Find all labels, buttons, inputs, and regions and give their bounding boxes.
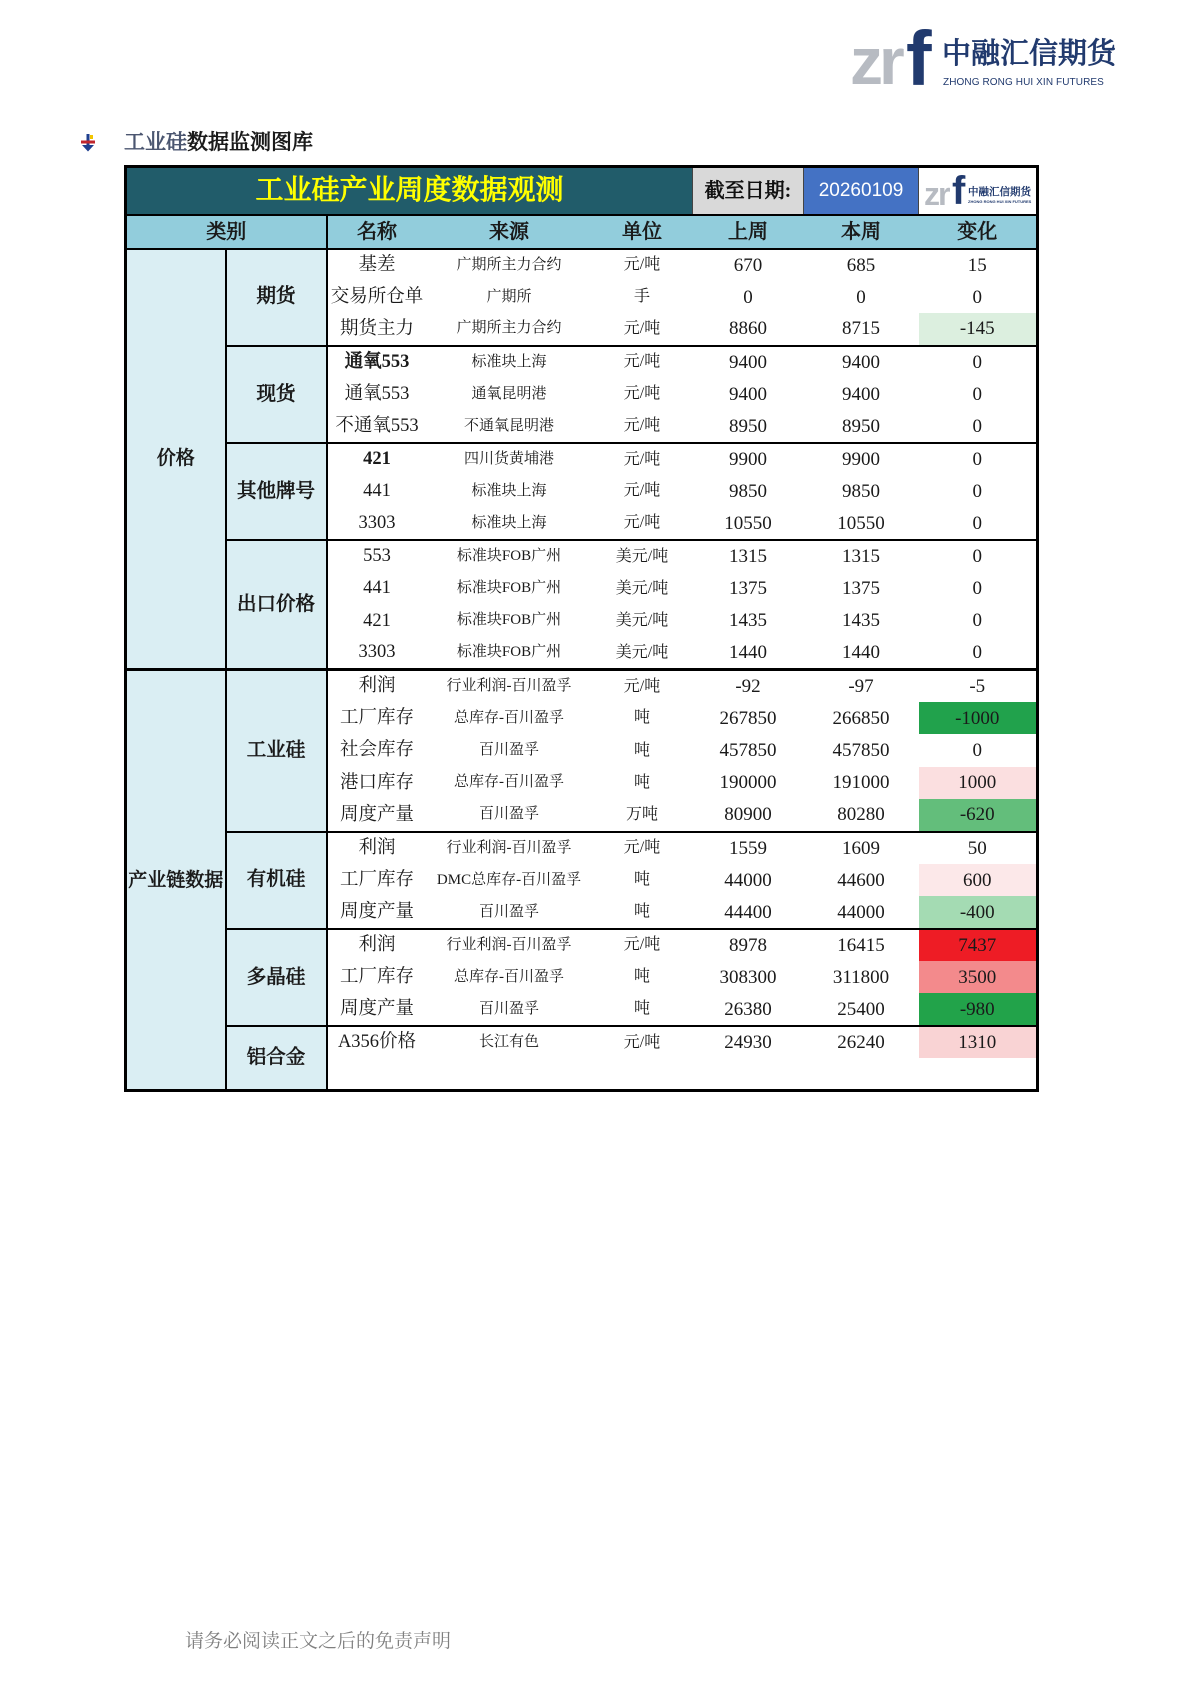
row-this-week-cell: -97	[804, 670, 919, 702]
subgroup-cell: 其他牌号	[226, 443, 327, 540]
row-unit-cell: 吨	[592, 734, 693, 766]
logo-mark-f: f	[952, 169, 966, 214]
row-change-cell: 0	[919, 540, 1038, 572]
row-change-cell: 0	[919, 508, 1038, 540]
blank-cell	[919, 1058, 1038, 1090]
row-source-cell: DMC总库存-百川盈孚	[427, 864, 592, 896]
row-last-week-cell: 26380	[693, 993, 804, 1025]
row-last-week-cell: 24930	[693, 1026, 804, 1058]
disclaimer-footer: 请务必阅读正文之后的免责声明	[185, 1631, 452, 1652]
subgroup-cell: 现货	[226, 346, 327, 443]
column-header-this-week: 本周	[804, 215, 919, 249]
logo-name-cn: 中融汇信期货	[968, 186, 1032, 199]
row-this-week-cell: 191000	[804, 767, 919, 799]
row-name-cell: 不通氧553	[327, 410, 427, 442]
row-last-week-cell: 190000	[693, 767, 804, 799]
row-name-cell: 通氧553	[327, 346, 427, 378]
subgroup-cell: 有机硅	[226, 832, 327, 929]
table-row	[126, 670, 1038, 702]
silicon-weekly-data-table	[124, 165, 1039, 1092]
row-last-week-cell: 9900	[693, 443, 804, 475]
row-unit-cell: 吨	[592, 767, 693, 799]
logo-name-en: ZHONG RONG HUI XIN FUTURES	[968, 199, 1032, 205]
row-change-cell: 1000	[919, 767, 1038, 799]
column-header-category: 类别	[126, 215, 327, 249]
section-title-highlight: 工业硅	[124, 130, 187, 154]
row-source-cell: 广期所	[427, 281, 592, 313]
row-last-week-cell: 80900	[693, 799, 804, 831]
logo-name-cn: 中融汇信期货	[942, 38, 1117, 70]
blank-cell	[327, 1058, 427, 1090]
row-name-cell: 工厂库存	[327, 702, 427, 734]
row-source-cell: 标准块上海	[427, 475, 592, 507]
row-unit-cell: 元/吨	[592, 443, 693, 475]
row-last-week-cell: -92	[693, 670, 804, 702]
row-change-cell: 0	[919, 572, 1038, 604]
column-header-last-week: 上周	[693, 215, 804, 249]
row-last-week-cell: 267850	[693, 702, 804, 734]
row-source-cell: 标准块FOB广州	[427, 637, 592, 669]
row-name-cell: 工厂库存	[327, 961, 427, 993]
subgroup-cell: 多晶硅	[226, 929, 327, 1026]
blank-cell	[804, 1058, 919, 1090]
table-row	[126, 540, 1038, 572]
row-source-cell: 标准块上海	[427, 346, 592, 378]
row-change-cell: 7437	[919, 929, 1038, 961]
row-last-week-cell: 8978	[693, 929, 804, 961]
date-label: 截至日期:	[693, 167, 804, 215]
row-change-cell: 50	[919, 832, 1038, 864]
table-body	[126, 249, 1038, 1091]
row-source-cell: 行业利润-百川盈孚	[427, 929, 592, 961]
row-change-cell: 15	[919, 249, 1038, 281]
row-unit-cell: 元/吨	[592, 1026, 693, 1058]
blank-cell	[693, 1058, 804, 1090]
row-name-cell: 通氧553	[327, 378, 427, 410]
row-source-cell: 行业利润-百川盈孚	[427, 832, 592, 864]
row-source-cell: 广期所主力合约	[427, 313, 592, 345]
row-this-week-cell: 1609	[804, 832, 919, 864]
column-header-name: 名称	[327, 215, 427, 249]
row-change-cell: 0	[919, 637, 1038, 669]
date-value: 20260109	[804, 167, 919, 215]
row-name-cell: 利润	[327, 670, 427, 702]
section-title	[124, 132, 313, 153]
row-change-cell: -145	[919, 313, 1038, 345]
table-row	[126, 346, 1038, 378]
row-source-cell: 总库存-百川盈孚	[427, 702, 592, 734]
row-this-week-cell: 9400	[804, 378, 919, 410]
logo-mark-f: f	[906, 16, 932, 102]
row-this-week-cell: 8715	[804, 313, 919, 345]
row-unit-cell: 元/吨	[592, 832, 693, 864]
row-change-cell: 0	[919, 281, 1038, 313]
row-change-cell: -5	[919, 670, 1038, 702]
table-logo-cell	[919, 167, 1038, 215]
row-unit-cell: 美元/吨	[592, 540, 693, 572]
table-row	[126, 443, 1038, 475]
blank-cell	[592, 1058, 693, 1090]
row-this-week-cell: 685	[804, 249, 919, 281]
row-this-week-cell: 26240	[804, 1026, 919, 1058]
row-this-week-cell: 311800	[804, 961, 919, 993]
row-this-week-cell: 80280	[804, 799, 919, 831]
row-name-cell: 期货主力	[327, 313, 427, 345]
row-last-week-cell: 457850	[693, 734, 804, 766]
row-change-cell: 0	[919, 734, 1038, 766]
row-this-week-cell: 457850	[804, 734, 919, 766]
row-name-cell: 利润	[327, 929, 427, 961]
row-source-cell: 百川盈孚	[427, 799, 592, 831]
row-name-cell: 3303	[327, 637, 427, 669]
blank-cell	[427, 1058, 592, 1090]
row-unit-cell: 元/吨	[592, 475, 693, 507]
row-last-week-cell: 1315	[693, 540, 804, 572]
row-name-cell: 周度产量	[327, 799, 427, 831]
row-name-cell: 利润	[327, 832, 427, 864]
row-last-week-cell: 1375	[693, 572, 804, 604]
row-last-week-cell: 44000	[693, 864, 804, 896]
row-unit-cell: 吨	[592, 864, 693, 896]
row-source-cell: 标准块FOB广州	[427, 605, 592, 637]
row-this-week-cell: 44000	[804, 896, 919, 928]
row-this-week-cell: 266850	[804, 702, 919, 734]
row-last-week-cell: 1435	[693, 605, 804, 637]
row-unit-cell: 吨	[592, 993, 693, 1025]
row-change-cell: 3500	[919, 961, 1038, 993]
table-title-row	[126, 167, 1038, 215]
row-this-week-cell: 25400	[804, 993, 919, 1025]
row-source-cell: 广期所主力合约	[427, 249, 592, 281]
row-this-week-cell: 1315	[804, 540, 919, 572]
row-change-cell: 0	[919, 443, 1038, 475]
row-change-cell: 0	[919, 378, 1038, 410]
row-source-cell: 四川货黄埔港	[427, 443, 592, 475]
row-name-cell: 基差	[327, 249, 427, 281]
subgroup-cell: 出口价格	[226, 540, 327, 670]
row-change-cell: 0	[919, 475, 1038, 507]
logo-name-en: ZHONG RONG HUI XIN FUTURES	[943, 77, 1104, 88]
row-last-week-cell: 8860	[693, 313, 804, 345]
row-name-cell: 交易所仓单	[327, 281, 427, 313]
row-source-cell: 总库存-百川盈孚	[427, 767, 592, 799]
row-unit-cell: 万吨	[592, 799, 693, 831]
row-source-cell: 不通氧昆明港	[427, 410, 592, 442]
row-this-week-cell: 1375	[804, 572, 919, 604]
table-title: 工业硅产业周度数据观测	[126, 167, 693, 215]
row-change-cell: 600	[919, 864, 1038, 896]
row-this-week-cell: 16415	[804, 929, 919, 961]
row-this-week-cell: 9400	[804, 346, 919, 378]
row-name-cell: 421	[327, 443, 427, 475]
row-source-cell: 百川盈孚	[427, 896, 592, 928]
row-unit-cell: 元/吨	[592, 929, 693, 961]
row-source-cell: 标准块上海	[427, 508, 592, 540]
row-name-cell: 周度产量	[327, 896, 427, 928]
row-change-cell: -980	[919, 993, 1038, 1025]
row-unit-cell: 元/吨	[592, 313, 693, 345]
row-source-cell: 百川盈孚	[427, 734, 592, 766]
company-logo-small	[919, 169, 1037, 212]
row-name-cell: 441	[327, 475, 427, 507]
row-name-cell: 421	[327, 605, 427, 637]
subgroup-cell: 铝合金	[226, 1026, 327, 1091]
row-this-week-cell: 9900	[804, 443, 919, 475]
table-row	[126, 832, 1038, 864]
row-last-week-cell: 9400	[693, 378, 804, 410]
row-last-week-cell: 9400	[693, 346, 804, 378]
row-this-week-cell: 10550	[804, 508, 919, 540]
row-unit-cell: 美元/吨	[592, 637, 693, 669]
row-unit-cell: 元/吨	[592, 670, 693, 702]
row-unit-cell: 美元/吨	[592, 605, 693, 637]
row-unit-cell: 元/吨	[592, 508, 693, 540]
table-row	[126, 1026, 1038, 1058]
row-this-week-cell: 8950	[804, 410, 919, 442]
row-unit-cell: 吨	[592, 896, 693, 928]
table-row	[126, 249, 1038, 281]
row-unit-cell: 元/吨	[592, 410, 693, 442]
logo-mark-zr: zr	[850, 24, 901, 98]
row-name-cell: 工厂库存	[327, 864, 427, 896]
row-last-week-cell: 0	[693, 281, 804, 313]
row-change-cell: -400	[919, 896, 1038, 928]
row-unit-cell: 元/吨	[592, 378, 693, 410]
company-logo	[848, 16, 1118, 102]
row-source-cell: 长江有色	[427, 1026, 592, 1058]
row-change-cell: -620	[919, 799, 1038, 831]
row-name-cell: A356价格	[327, 1026, 427, 1058]
row-source-cell: 标准块FOB广州	[427, 572, 592, 604]
row-last-week-cell: 1440	[693, 637, 804, 669]
row-last-week-cell: 8950	[693, 410, 804, 442]
row-name-cell: 周度产量	[327, 993, 427, 1025]
table-row	[126, 929, 1038, 961]
row-change-cell: 1310	[919, 1026, 1038, 1058]
row-change-cell: -1000	[919, 702, 1038, 734]
row-change-cell: 0	[919, 346, 1038, 378]
row-change-cell: 0	[919, 410, 1038, 442]
row-name-cell: 港口库存	[327, 767, 427, 799]
row-this-week-cell: 9850	[804, 475, 919, 507]
row-name-cell: 社会库存	[327, 734, 427, 766]
row-last-week-cell: 10550	[693, 508, 804, 540]
row-last-week-cell: 670	[693, 249, 804, 281]
row-last-week-cell: 9850	[693, 475, 804, 507]
row-unit-cell: 吨	[592, 702, 693, 734]
column-header-source: 来源	[427, 215, 592, 249]
row-last-week-cell: 308300	[693, 961, 804, 993]
row-this-week-cell: 1435	[804, 605, 919, 637]
column-header-change: 变化	[919, 215, 1038, 249]
row-unit-cell: 吨	[592, 961, 693, 993]
row-source-cell: 行业利润-百川盈孚	[427, 670, 592, 702]
section-title-text: 数据监测图库	[187, 130, 313, 154]
column-header-unit: 单位	[592, 215, 693, 249]
row-source-cell: 总库存-百川盈孚	[427, 961, 592, 993]
logo-mark-zr: zr	[924, 176, 949, 213]
row-name-cell: 553	[327, 540, 427, 572]
row-unit-cell: 美元/吨	[592, 572, 693, 604]
row-name-cell: 441	[327, 572, 427, 604]
row-unit-cell: 手	[592, 281, 693, 313]
row-name-cell: 3303	[327, 508, 427, 540]
column-header-row	[126, 215, 1038, 249]
row-this-week-cell: 44600	[804, 864, 919, 896]
row-source-cell: 通氧昆明港	[427, 378, 592, 410]
category-cell: 价格	[126, 249, 226, 670]
row-unit-cell: 元/吨	[592, 249, 693, 281]
row-unit-cell: 元/吨	[592, 346, 693, 378]
row-last-week-cell: 44400	[693, 896, 804, 928]
row-this-week-cell: 1440	[804, 637, 919, 669]
row-last-week-cell: 1559	[693, 832, 804, 864]
category-cell: 产业链数据	[126, 670, 226, 1091]
row-source-cell: 百川盈孚	[427, 993, 592, 1025]
row-this-week-cell: 0	[804, 281, 919, 313]
subgroup-cell: 期货	[226, 249, 327, 346]
bullet-arrow-icon	[80, 134, 96, 152]
subgroup-cell: 工业硅	[226, 670, 327, 832]
row-change-cell: 0	[919, 605, 1038, 637]
row-source-cell: 标准块FOB广州	[427, 540, 592, 572]
